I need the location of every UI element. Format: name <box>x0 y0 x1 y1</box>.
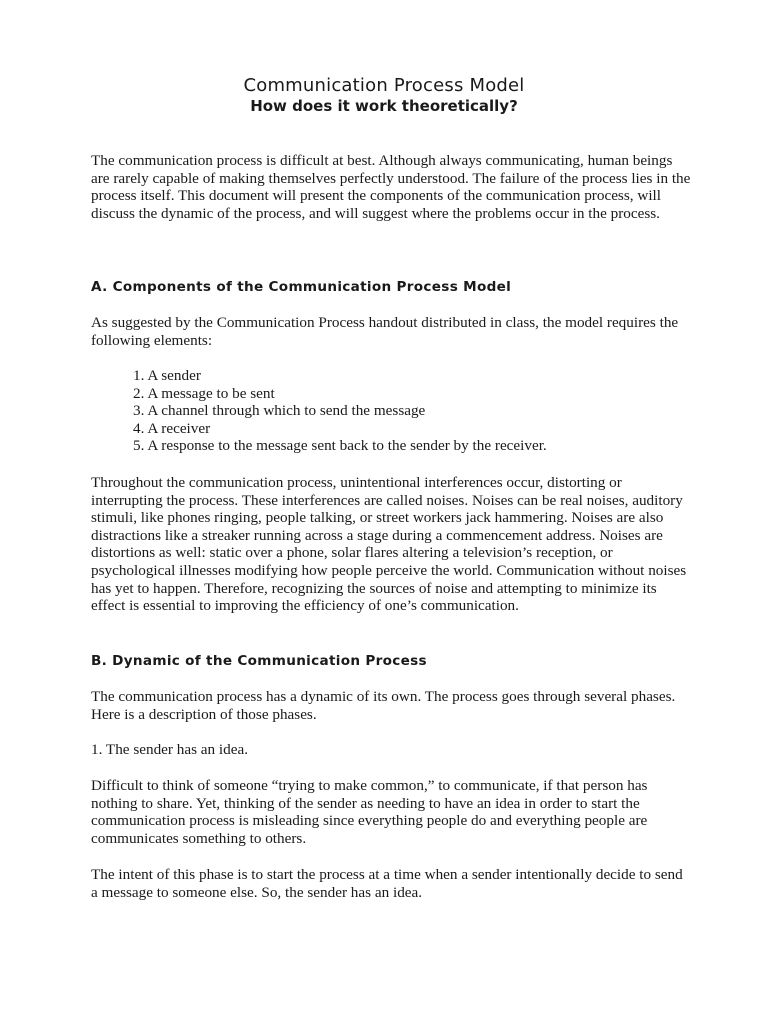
document-subtitle: How does it work theoretically? <box>250 97 518 115</box>
phase-1-title: 1. The sender has an idea. <box>91 741 249 758</box>
noise-paragraph: Throughout the communication process, unintentional interferences occur, distorting or interrupting the process. These interferences are called noises. Noises can be real noises, auditory stimuli, like phones ringing, people talking, or street workers jack hammering. Noises are also distractions like a streaker running across a stage during a commencement address. Noises are distortions as well: static over a phone, solar flares altering a television’s reception, or psychological illnesses modifying how people perceive the world. Communication without noises has yet to happen. Therefore, recognizing the sources of noise and attempting to minimize its effect is essential to improving the efficiency of one’s communication. <box>91 474 687 615</box>
section-b-lead: The communication process has a dynamic of its own. The process goes through several phases. Here is a description of those phases. <box>91 688 676 723</box>
phase-1-paragraph: Difficult to think of someone “trying to make common,” to communicate, if that person has nothing to share. Yet, thinking of the sender as needing to have an idea in order to start the communication process is misleading since everything people do and everything people are communicates something to others. <box>91 777 648 847</box>
section-a-lead: As suggested by the Communication Process handout distributed in class, the model requires the following elements: <box>91 314 679 349</box>
list-item: 1. A sender <box>133 367 201 384</box>
elements-list <box>133 367 693 455</box>
list-item: 2. A message to be sent <box>133 384 275 402</box>
document-title: Communication Process Model <box>243 75 525 96</box>
intro-paragraph: The communication process is difficult at best. Although always communicating, human beings are rarely capable of making themselves perfectly understood. The failure of the process lies in the process itself. This document will present the components of the communication process, will discuss the dynamic of the process, and will suggest where the problems occur in the process. <box>91 152 691 222</box>
list-item: 4. A receiver <box>133 419 211 437</box>
phase-1-intent-paragraph: The intent of this phase is to start the process at a time when a sender intentionally decide to send a message to someone else. So, the sender has an idea. <box>91 866 683 901</box>
section-b-heading: B. Dynamic of the Communication Process <box>91 653 427 669</box>
list-item: 5. A response to the message sent back to the sender by the receiver. <box>133 437 547 455</box>
section-a-heading: A. Components of the Communication Process Model <box>91 279 512 295</box>
list-item: 3. A channel through which to send the message <box>133 402 426 420</box>
